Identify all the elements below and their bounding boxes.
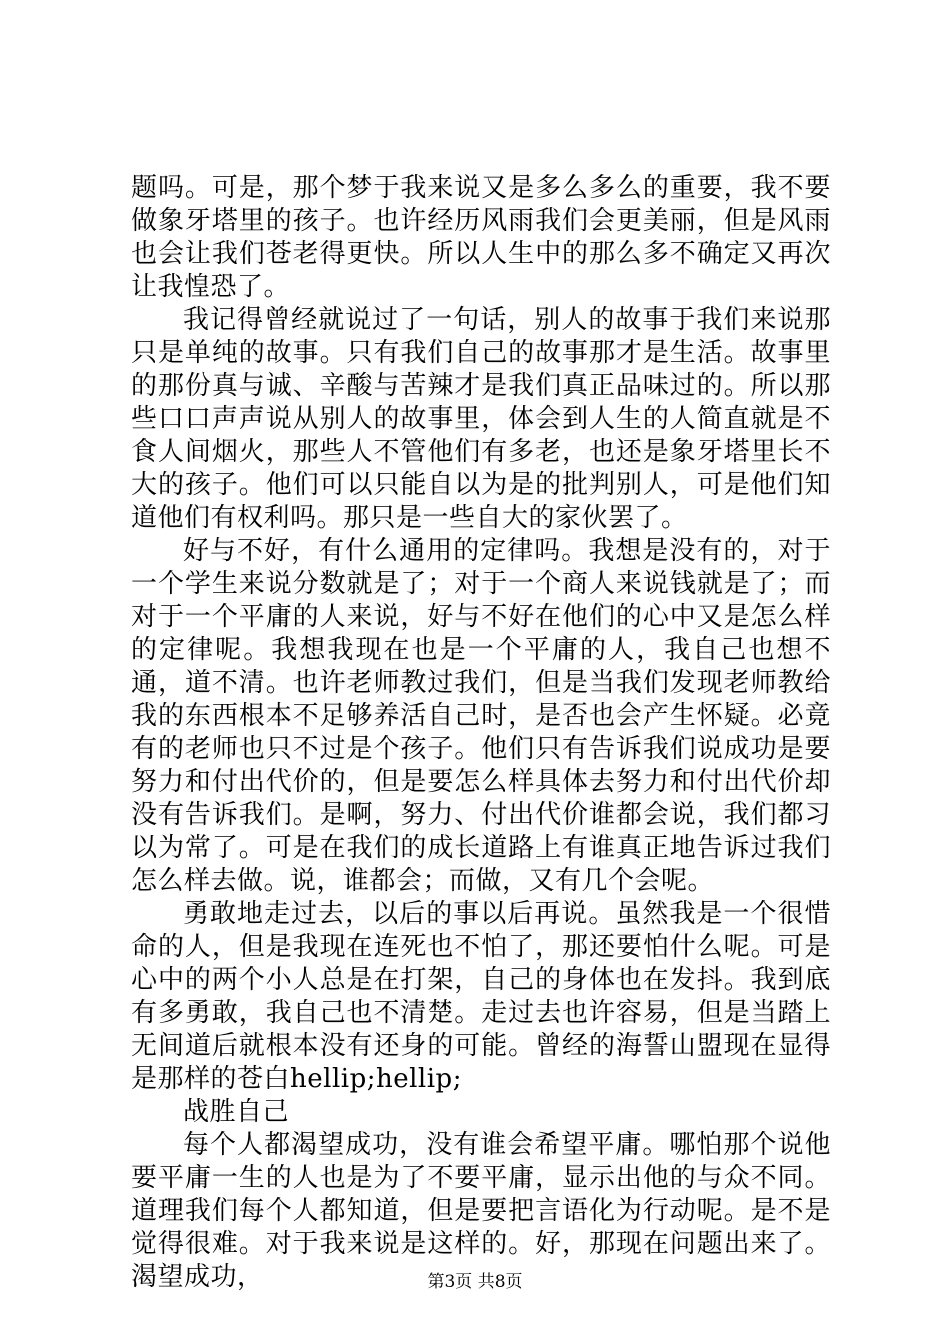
page-footer: 第3页 共8页	[427, 1272, 523, 1292]
paragraph-5: 每个人都渴望成功，没有谁会希望平庸。哪怕那个说他要平庸一生的人也是为了不要平庸，显示出他的与众不同。道理我们每个人都知道，但是要把言语化为行动呢。是不是觉得很难。对于我来说是这样的。好，那现在问题出来了。渴望成功，	[131, 1130, 831, 1292]
paragraph-4: 勇敢地走过去，以后的事以后再说。虽然我是一个很惜命的人，但是我现在连死也不怕了，那还要怕什么呢。可是心中的两个小人总是在打架，自己的身体也在发抖。我到底有多勇敢，我自己也不清楚。走过去也许容易，但是当踏上无间道后就根本没有还身的可能。曾经的海誓山盟现在显得是那样的苍白hellip;hellip;	[131, 899, 831, 1094]
paragraph-3: 好与不好，有什么通用的定律吗。我想是没有的，对于一个学生来说分数就是了；对于一个商人来说钱就是了；而对于一个平庸的人来说，好与不好在他们的心中又是怎么样的定律呢。我想我现在也是一个平庸的人，我自己也想不通，道不清。也许老师教过我们，但是当我们发现老师教给我的东西根本不足够养活自己时，是否也会产生怀疑。必竟有的老师也只不过是个孩子。他们只有告诉我们说成功是要努力和付出代价的，但是要怎么样具体去努力和付出代价却没有告诉我们。是啊，努力、付出代价谁都会说，我们都习以为常了。可是在我们的成长道路上有谁真正地告诉过我们怎么样去做。说，谁都会；而做，又有几个会呢。	[131, 536, 831, 896]
section-heading: 战胜自己	[183, 1097, 290, 1127]
paragraph-1: 题吗。可是，那个梦于我来说又是多么多么的重要，我不要做象牙塔里的孩子。也许经历风雨我们会更美丽，但是风雨也会让我们苍老得更快。所以人生中的那么多不确定又再次让我惶恐了。	[131, 173, 831, 302]
paragraph-2: 我记得曾经就说过了一句话，别人的故事于我们来说那只是单纯的故事。只有我们自己的故事那才是生活。故事里的那份真与诚、辛酸与苦辣才是我们真正品味过的。所以那些口口声声说从别人的故事里，体会到人生的人简直就是不食人间烟火，那些人不管他们有多老，也还是象牙塔里长不大的孩子。他们可以只能自以为是的批判别人，可是他们知道他们有权利吗。那只是一些自大的家伙罢了。	[131, 305, 831, 533]
document-body	[131, 172, 831, 1294]
